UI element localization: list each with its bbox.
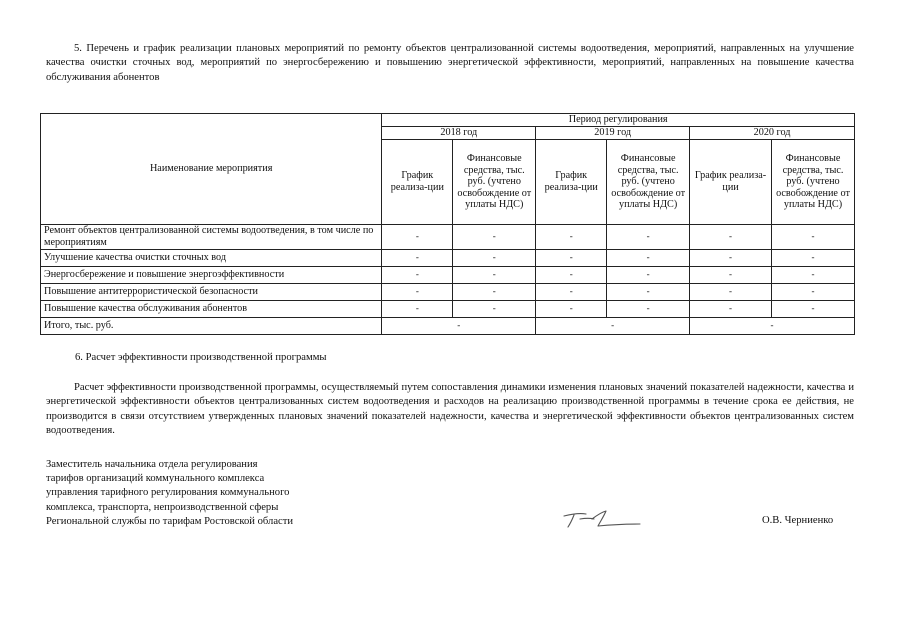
table-row — [41, 250, 855, 267]
section-6-text: Расчет эффективности производственной программы, осуществляемый путем сопоставления динамики изменения плановых значений показателей надежности, качества и энергетической эффективности объектов централизованных систем водоотведения и расходов на реализацию производственной программы в течение срока ее действия, не производится в связи отсутствием утвержденных плановых значений показателей надежности, качества и энергетической эффективности объектов централизованных систем водоотведения. — [46, 382, 854, 437]
table-cell: - — [772, 301, 855, 318]
row-name: Энергосбережение и повышение энергоэффективности — [41, 267, 382, 284]
total-cell-2019: - — [536, 318, 690, 335]
year-header-2018: 2018 год — [382, 127, 536, 140]
table-cell: - — [772, 267, 855, 284]
table-row — [41, 301, 855, 318]
row-name: Улучшение качества очистки сточных вод — [41, 250, 382, 267]
signatory-line: Заместитель начальника отдела регулирования — [46, 459, 258, 470]
section-5-text: 5. Перечень и график реализации плановых мероприятий по ремонту объектов централизованной системы водоотведения, мероприятий, направленных на улучшение качества очистки сточных вод, мероприятий по энергосбережению и повышению энергетической эффективности, мероприятий, направленных на повышение качества обслуживания абонентов — [46, 43, 854, 83]
total-cell-2018: - — [382, 318, 536, 335]
signatory-position — [46, 458, 293, 529]
table-cell: - — [382, 225, 453, 250]
table-cell: - — [772, 250, 855, 267]
table-cell: - — [453, 250, 536, 267]
subheader-schedule: График реализа-ции — [382, 140, 453, 225]
table-cell: - — [536, 225, 607, 250]
total-cell-2020: - — [690, 318, 855, 335]
table-cell: - — [536, 267, 607, 284]
signatory-line: Региональной службы по тарифам Ростовской области — [46, 515, 294, 527]
table-cell: - — [772, 284, 855, 301]
table-cell: - — [607, 250, 690, 267]
row-name: Ремонт объектов централизованной системы водоотведения, в том числе по мероприятиям — [41, 225, 382, 250]
col-header-activity: Наименование мероприятия — [41, 114, 382, 225]
table-cell: - — [607, 267, 690, 284]
subheader-finance: Финансовые средства, тыс. руб. (учтено освобождение от уплаты НДС) — [607, 140, 690, 225]
table-total-row — [41, 318, 855, 335]
table-cell: - — [607, 225, 690, 250]
subheader-schedule: График реализа-ции — [690, 140, 772, 225]
table-cell: - — [690, 250, 772, 267]
year-header-2020: 2020 год — [690, 127, 855, 140]
table-cell: - — [453, 301, 536, 318]
table-cell: - — [536, 250, 607, 267]
table-cell: - — [690, 284, 772, 301]
subheader-finance: Финансовые средства, тыс. руб. (учтено освобождение от уплаты НДС) — [453, 140, 536, 225]
table-cell: - — [772, 225, 855, 250]
table-cell: - — [382, 267, 453, 284]
table-cell: - — [382, 301, 453, 318]
subheader-finance: Финансовые средства, тыс. руб. (учтено освобождение от уплаты НДС) — [772, 140, 855, 225]
table-cell: - — [453, 267, 536, 284]
table-cell: - — [607, 284, 690, 301]
table-cell: - — [453, 225, 536, 250]
handwritten-signature — [558, 506, 648, 532]
signatory-line: тарифов организаций коммунального комплекса — [46, 473, 265, 485]
total-label: Итого, тыс. руб. — [41, 318, 382, 335]
col-header-period: Период регулирования — [382, 114, 855, 127]
subheader-schedule: График реализа-ции — [536, 140, 607, 225]
section-6-heading: 6. Расчет эффективности производственной программы — [75, 352, 327, 363]
row-name: Повышение качества обслуживания абонентов — [41, 301, 382, 318]
table-cell: - — [536, 284, 607, 301]
table-cell: - — [382, 250, 453, 267]
table-row — [41, 284, 855, 301]
activities-table — [40, 113, 855, 335]
signatory-line: комплекса, транспорта, непроизводственной сферы — [46, 501, 279, 513]
signatory-name: О.В. Черниенко — [762, 515, 834, 526]
table-cell: - — [690, 301, 772, 318]
table-cell: - — [690, 267, 772, 284]
table-row — [41, 225, 855, 250]
row-name: Повышение антитеррористической безопасности — [41, 284, 382, 301]
table-cell: - — [536, 301, 607, 318]
year-header-2019: 2019 год — [536, 127, 690, 140]
table-cell: - — [607, 301, 690, 318]
table-cell: - — [453, 284, 536, 301]
signatory-line: управления тарифного регулирования коммунального — [46, 487, 290, 499]
table-cell: - — [690, 225, 772, 250]
table-cell: - — [382, 284, 453, 301]
table-row — [41, 267, 855, 284]
